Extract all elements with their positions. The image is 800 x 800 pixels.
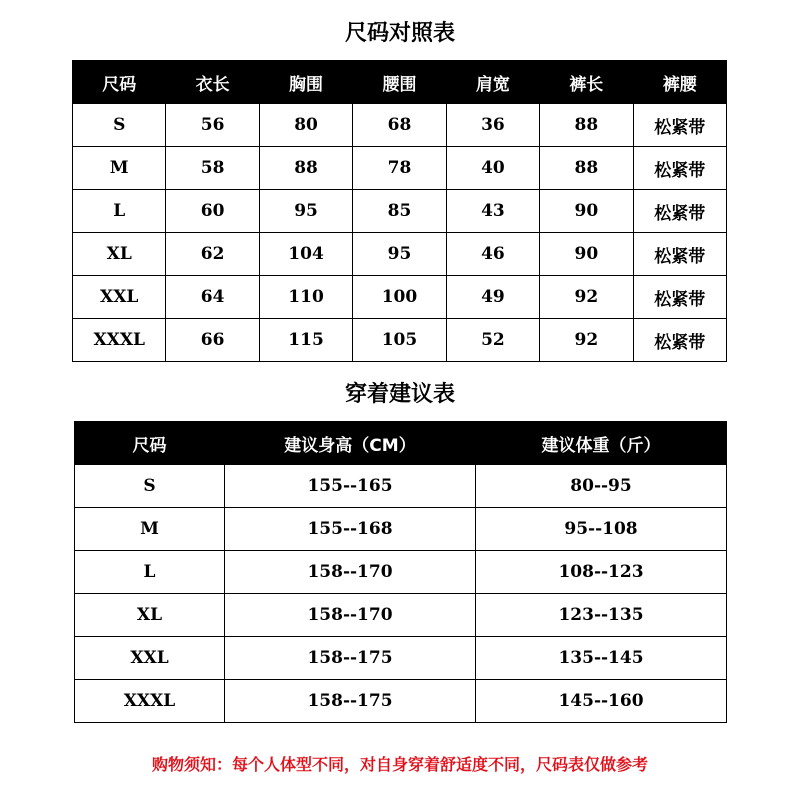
wear-guide-table: [74, 421, 727, 723]
table-cell: 104: [259, 233, 352, 276]
table-cell: 62: [166, 233, 259, 276]
table-cell: 68: [353, 104, 446, 147]
wear-guide-header-height: 建议身高（CM）: [225, 422, 476, 465]
table-cell: M: [75, 508, 225, 551]
table-cell: 95: [259, 190, 352, 233]
table-row: [75, 680, 727, 723]
table-cell: 90: [540, 190, 633, 233]
table-cell: 56: [166, 104, 259, 147]
table-cell: M: [73, 147, 166, 190]
table-row: [73, 233, 727, 276]
table-cell: 66: [166, 319, 259, 362]
table-cell: L: [73, 190, 166, 233]
table-cell: XL: [75, 594, 225, 637]
table-cell: 49: [446, 276, 539, 319]
table-cell: 90: [540, 233, 633, 276]
table-row: [75, 551, 727, 594]
wear-guide-header-row: [75, 422, 727, 465]
size-chart-header-pants-waist: 裤腰: [633, 61, 726, 104]
table-cell: 158--170: [225, 594, 476, 637]
wear-guide-title: 穿着建议表: [344, 382, 455, 407]
table-cell: 135--145: [476, 637, 727, 680]
table-cell: 158--170: [225, 551, 476, 594]
table-cell: 36: [446, 104, 539, 147]
table-row: [75, 594, 727, 637]
table-cell: XL: [73, 233, 166, 276]
table-cell: 78: [353, 147, 446, 190]
size-chart-table: [72, 60, 727, 362]
table-cell: 80--95: [476, 465, 727, 508]
table-cell: 158--175: [225, 637, 476, 680]
table-cell: 105: [353, 319, 446, 362]
table-cell: 52: [446, 319, 539, 362]
table-cell: XXL: [75, 637, 225, 680]
table-cell: 60: [166, 190, 259, 233]
table-cell: 松紧带: [633, 233, 726, 276]
table-row: [73, 276, 727, 319]
table-row: [73, 147, 727, 190]
table-cell: 92: [540, 276, 633, 319]
table-cell: XXL: [73, 276, 166, 319]
table-cell: 85: [353, 190, 446, 233]
shopping-notice: 购物须知：每个人体型不同，对自身穿着舒适度不同，尺码表仅做参考: [151, 755, 648, 774]
table-cell: 100: [353, 276, 446, 319]
table-cell: 88: [259, 147, 352, 190]
size-chart-header-chest: 胸围: [259, 61, 352, 104]
size-chart-header-pants-length: 裤长: [540, 61, 633, 104]
table-row: [73, 319, 727, 362]
table-cell: 92: [540, 319, 633, 362]
table-cell: 松紧带: [633, 319, 726, 362]
size-chart-header-size: 尺码: [73, 61, 166, 104]
table-cell: 123--135: [476, 594, 727, 637]
table-cell: 80: [259, 104, 352, 147]
table-cell: 115: [259, 319, 352, 362]
table-cell: 松紧带: [633, 147, 726, 190]
table-cell: XXXL: [73, 319, 166, 362]
size-chart-title: 尺码对照表: [344, 21, 455, 46]
table-cell: XXXL: [75, 680, 225, 723]
table-cell: 46: [446, 233, 539, 276]
table-row: [75, 637, 727, 680]
wear-guide-header-size: 尺码: [75, 422, 225, 465]
table-cell: 64: [166, 276, 259, 319]
table-cell: 145--160: [476, 680, 727, 723]
table-cell: 110: [259, 276, 352, 319]
table-cell: 155--165: [225, 465, 476, 508]
table-row: [73, 190, 727, 233]
table-cell: 58: [166, 147, 259, 190]
table-cell: 松紧带: [633, 190, 726, 233]
table-cell: S: [75, 465, 225, 508]
table-cell: 88: [540, 147, 633, 190]
table-cell: 95: [353, 233, 446, 276]
size-chart-header-waist: 腰围: [353, 61, 446, 104]
table-cell: S: [73, 104, 166, 147]
table-row: [73, 104, 727, 147]
table-cell: 155--168: [225, 508, 476, 551]
table-row: [75, 465, 727, 508]
table-cell: L: [75, 551, 225, 594]
size-chart-header-shoulder: 肩宽: [446, 61, 539, 104]
table-cell: 95--108: [476, 508, 727, 551]
wear-guide-header-weight: 建议体重（斤）: [476, 422, 727, 465]
table-cell: 40: [446, 147, 539, 190]
size-chart-header-length: 衣长: [166, 61, 259, 104]
table-cell: 158--175: [225, 680, 476, 723]
table-cell: 88: [540, 104, 633, 147]
table-cell: 43: [446, 190, 539, 233]
table-cell: 松紧带: [633, 276, 726, 319]
table-cell: 松紧带: [633, 104, 726, 147]
table-cell: 108--123: [476, 551, 727, 594]
size-chart-header-row: [73, 61, 727, 104]
table-row: [75, 508, 727, 551]
